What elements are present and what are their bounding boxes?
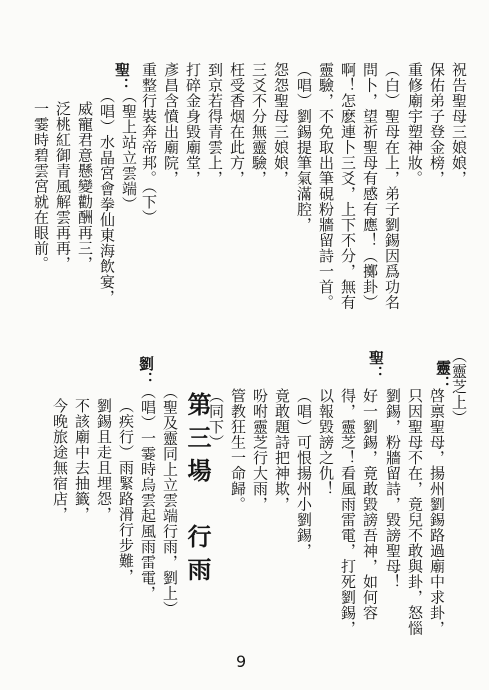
text-column: 吩咐靈芝行大雨， xyxy=(251,388,269,512)
speaker-label: 聖： xyxy=(367,350,385,381)
speaker-label: 劉： xyxy=(137,356,155,387)
page-number: 9 xyxy=(236,652,247,671)
text-column: 劉錫，粉牆留詩，毀謗聖母！ xyxy=(384,388,402,590)
text-column: 到京若得青雲上， xyxy=(206,62,224,186)
text-column: 一霎時碧雲宮就在眼前。 xyxy=(32,101,50,272)
text-column: 只因聖母不在，竟兒不敢與卦，怒惱 xyxy=(406,388,424,636)
text-column: 啊！怎麽連卜三爻，上下不分，無有 xyxy=(339,62,357,310)
text-column: 重修廟宇塑神妝。 xyxy=(406,62,424,186)
text-column: 彥昌含憤出廟院， xyxy=(162,62,180,186)
text-column: （唱）劉錫提筆氣滿腔， xyxy=(295,62,313,233)
text-column: （靈芝上） xyxy=(450,348,468,426)
text-column: 以報毀謗之仇！ xyxy=(317,388,335,497)
text-column: 祝告聖母三娘娘， xyxy=(450,62,468,186)
text-column: 問卜，望祈聖母有感有應！（擲卦） xyxy=(361,62,379,310)
text-column: 竟敢題詩把神欺， xyxy=(273,388,291,512)
text-column: （同下） xyxy=(207,388,225,450)
text-column: （唱）水晶宮會拳仙東海飲宴， xyxy=(98,88,116,305)
text-column: 好一劉錫，竟敢毀謗吾神，如何容 xyxy=(361,388,379,621)
text-column: 威寵君意懸變勸酬再三， xyxy=(76,101,94,272)
text-column: （聖上站立雲端） xyxy=(120,88,138,212)
text-column: （疾行）雨緊路滑行步難， xyxy=(117,398,135,584)
text-column: 怨怨聖母三娘娘， xyxy=(272,62,290,186)
speaker-label: 聖： xyxy=(113,62,131,93)
text-column: 靈驗，不免取出筆硯粉牆留詩一首。 xyxy=(317,62,335,310)
text-column: （唱）一霎時烏雲起風雨雷電， xyxy=(139,384,157,601)
text-column: 劉錫且走且埋怨， xyxy=(95,398,113,522)
text-column: 啓禀聖母，揚州劉錫路過廟中求卦， xyxy=(428,388,446,636)
text-column: （唱）可恨揚州小劉錫， xyxy=(295,388,313,559)
text-column: 枉受香烟在此方， xyxy=(228,62,246,186)
text-column: （白）聖母在上，弟子劉錫因爲功名 xyxy=(383,62,401,310)
text-column: 得，靈芝！看風雨雷電，打死劉錫， xyxy=(339,388,357,636)
text-column: 重整行裝奔帝邦。（下） xyxy=(140,62,158,225)
text-column: 三爻不分無靈驗， xyxy=(250,62,268,186)
scene-title: 第三場 行雨 xyxy=(183,392,212,590)
text-column: 打碎金身毀廟堂， xyxy=(184,62,202,186)
text-column: 不該廟中去抽籤， xyxy=(73,398,91,522)
text-column: 今晚旅途無宿店， xyxy=(51,398,69,522)
speaker-label: 靈： xyxy=(434,360,452,391)
text-column: 保佑弟子登金榜， xyxy=(428,62,446,186)
text-column: 管教狂生一命歸。 xyxy=(229,388,247,512)
text-column: 泛桃紅御青風解雲再再， xyxy=(54,101,72,272)
text-column: （聖及靈同上立雲端行雨，劉上） xyxy=(161,384,179,617)
